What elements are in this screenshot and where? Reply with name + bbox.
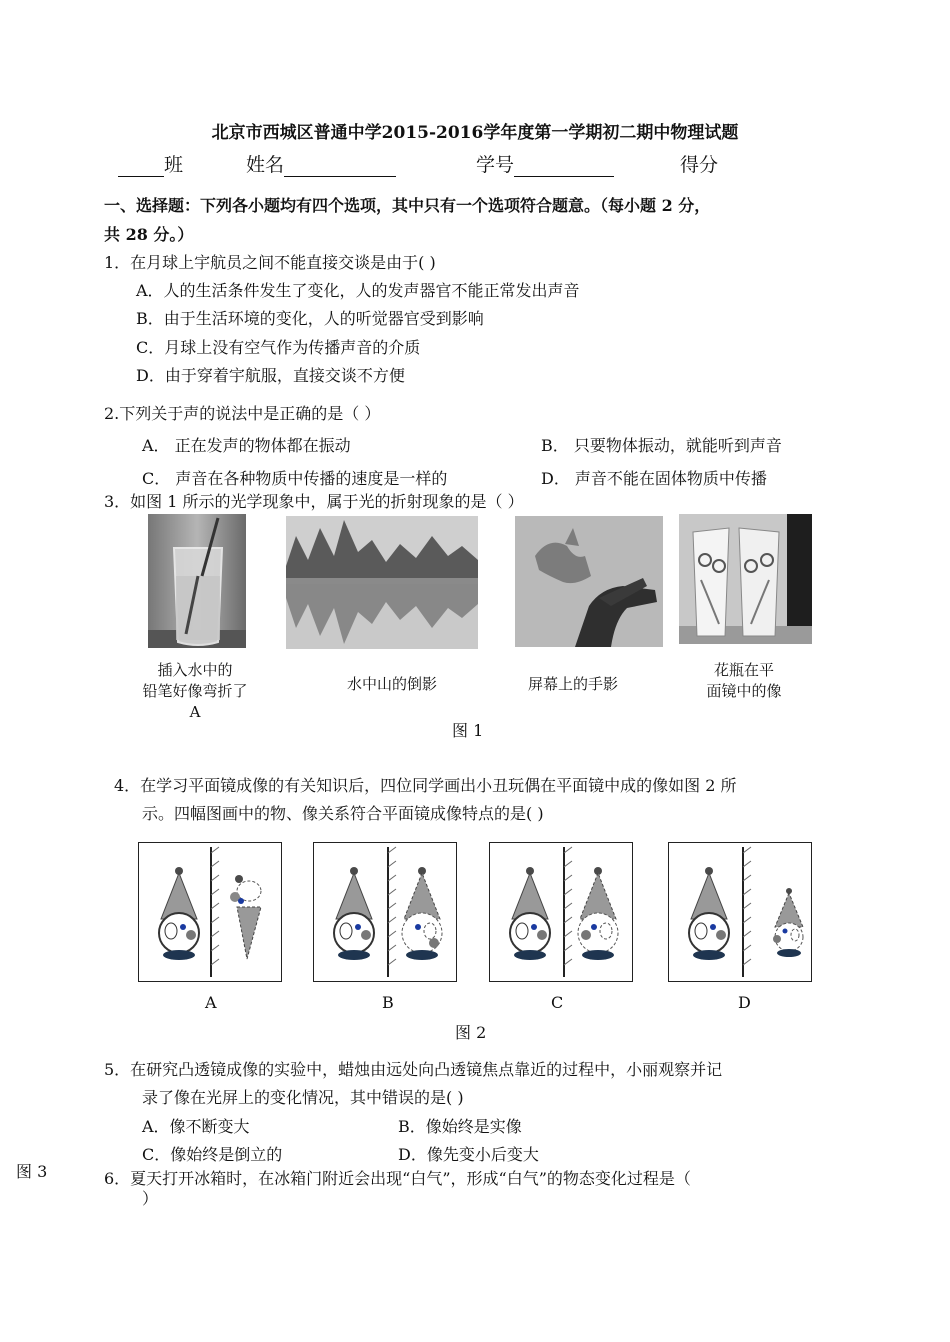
q3-stem: 3．如图 1 所示的光学现象中，属于光的折射现象的是（ ）	[104, 492, 524, 511]
id-field	[476, 150, 614, 177]
figure-1-label: 图 1	[452, 721, 484, 740]
name-label: 姓名	[246, 154, 285, 176]
fig2-label-c: C	[551, 993, 564, 1012]
name-blank[interactable]	[284, 154, 396, 177]
q2-option-b[interactable]: B． 只要物体振动，就能听到声音	[541, 436, 782, 455]
class-label: 班	[164, 154, 184, 176]
fig1-caption-a-line3: A	[189, 703, 201, 721]
q2-option-c[interactable]: C． 声音在各种物质中传播的速度是一样的	[142, 469, 448, 488]
clown-mirror-panel-d[interactable]	[668, 842, 812, 982]
q5-stem-line2: 录了像在光屏上的变化情况，其中错误的是( )	[142, 1088, 464, 1107]
fig1-caption-a-line2: 铅笔好像弯折了	[142, 682, 248, 700]
q2-option-a[interactable]: A． 正在发声的物体都在振动	[142, 436, 351, 455]
page-title: 北京市西城区普通中学2015-2016学年度第一学期初二期中物理试题	[211, 123, 739, 143]
fig1-caption-c: 屏幕上的手影	[527, 675, 618, 693]
fig2-label-a: A	[205, 993, 217, 1012]
q5-stem-line1: 5．在研究凸透镜成像的实验中，蜡烛由远处向凸透镜焦点靠近的过程中，小丽观察并记	[104, 1060, 723, 1079]
score-label: 得分	[680, 154, 719, 176]
clown-mirror-panel-a[interactable]	[138, 842, 282, 982]
q1-option-c[interactable]: C．月球上没有空气作为传播声音的介质	[136, 338, 421, 357]
id-label: 学号	[476, 154, 515, 176]
q5-option-b[interactable]: B．像始终是实像	[398, 1117, 522, 1136]
q5-option-c[interactable]: C．像始终是倒立的	[142, 1145, 283, 1164]
q4-stem-line1: 4．在学习平面镜成像的有关知识后，四位同学画出小丑玩偶在平面镜中成的像如图 2 所	[114, 776, 737, 795]
q4-stem-line2: 示。四幅图画中的物、像关系符合平面镜成像特点的是( )	[142, 804, 544, 823]
q2-stem: 2.下列关于声的说法中是正确的是（ ）	[104, 404, 381, 423]
fig1-caption-b: 水中山的倒影	[346, 675, 437, 693]
fig2-label-d: D	[738, 993, 751, 1012]
q1-option-d[interactable]: D．由于穿着宇航服，直接交谈不方便	[136, 366, 405, 385]
pencil-in-water-photo	[148, 514, 246, 648]
section1-line2: 共 28 分。）	[104, 225, 194, 244]
section1-line1: 一、选择题：下列各小题均有四个选项，其中只有一个选项符合题意。（每小题 2 分，	[104, 196, 711, 215]
q1-option-b[interactable]: B．由于生活环境的变化，人的听觉器官受到影响	[136, 309, 484, 328]
vase-mirror-photo	[679, 514, 812, 644]
q5-option-d[interactable]: D．像先变小后变大	[398, 1145, 539, 1164]
q1-stem: 1．在月球上宇航员之间不能直接交谈是由于( )	[104, 253, 436, 272]
figure-3-label: 图 3	[16, 1162, 48, 1181]
q5-option-a[interactable]: A．像不断变大	[142, 1117, 250, 1136]
hand-shadow-photo	[515, 516, 663, 647]
q1-option-a[interactable]: A．人的生活条件发生了变化，人的发声器官不能正常发出声音	[136, 281, 580, 300]
q6-stem-line2: ）	[142, 1189, 159, 1208]
fig1-caption-a	[128, 660, 262, 723]
figure-2-label: 图 2	[455, 1023, 487, 1042]
fig2-label-b: B	[382, 993, 394, 1012]
mountain-reflection-photo	[286, 516, 478, 649]
fig1-caption-a-line1: 插入水中的	[157, 661, 233, 679]
id-blank[interactable]	[514, 154, 614, 177]
clown-mirror-panel-b[interactable]	[313, 842, 457, 982]
class-field	[118, 150, 183, 177]
fig1-caption-d	[676, 660, 812, 702]
name-field	[246, 150, 396, 177]
q2-option-d[interactable]: D． 声音不能在固体物质中传播	[541, 469, 767, 488]
fig1-caption-d-line1: 花瓶在平	[713, 661, 774, 679]
fig1-caption-d-line2: 面镜中的像	[706, 682, 782, 700]
q6-stem-line1: 6．夏天打开冰箱时，在冰箱门附近会出现“白气”，形成“白气”的物态变化过程是（	[104, 1169, 691, 1188]
class-blank[interactable]	[118, 154, 164, 177]
clown-mirror-panel-c[interactable]	[489, 842, 633, 982]
